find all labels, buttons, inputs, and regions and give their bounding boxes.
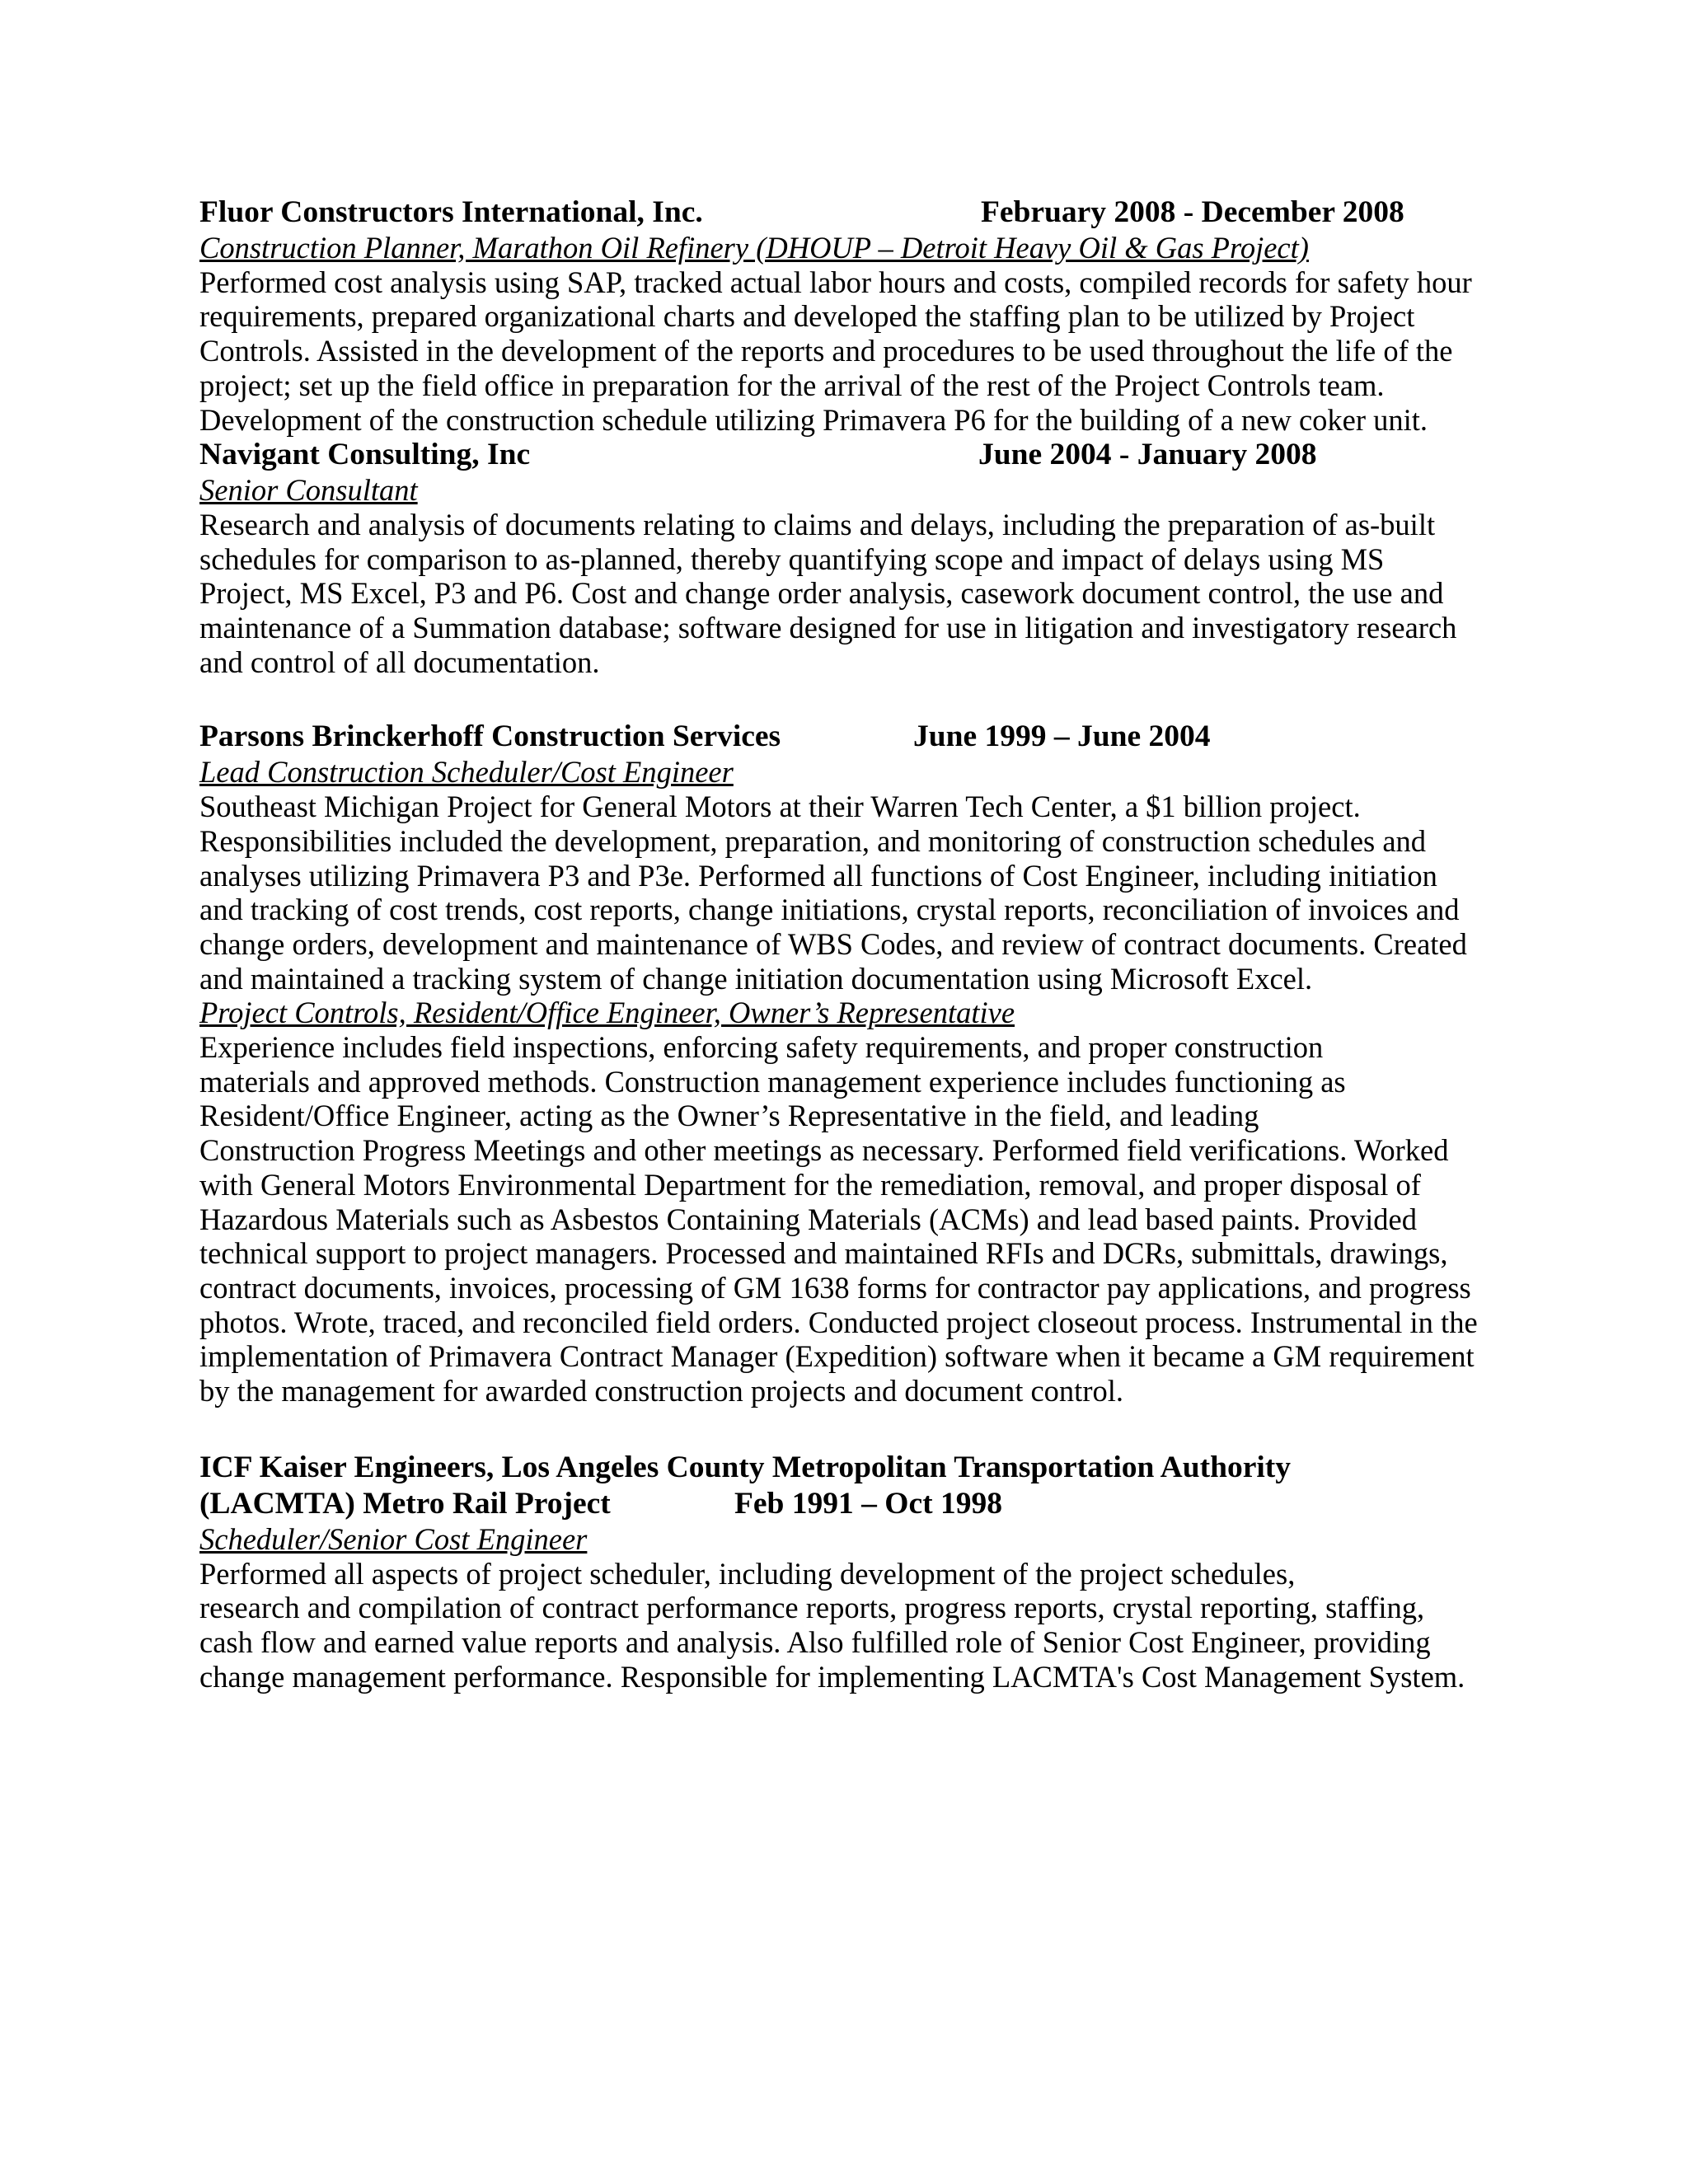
- description-line: Performed all aspects of project scheduler, including development of the project schedules,: [199, 1556, 1296, 1591]
- job-title-secondary: Project Controls, Resident/Office Engineer, Owner’s Representative: [199, 996, 1015, 1030]
- entry-header: [199, 194, 1502, 231]
- description-line: Construction Progress Meetings and other meetings as necessary. Performed field verifications. Worked: [199, 1133, 1449, 1168]
- description-line: Resident/Office Engineer, acting as the Owner’s Representative in the field, and leading: [199, 1099, 1259, 1133]
- description-line: Performed cost analysis using SAP, tracked actual labor hours and costs, compiled records for safety hour: [199, 265, 1472, 299]
- description-line: and control of all documentation.: [199, 644, 600, 679]
- description-line: Development of the construction schedule utilizing Primavera P6 for the building of a new coker unit.: [199, 402, 1428, 437]
- description-line: by the management for awarded construction projects and document control.: [199, 1374, 1123, 1408]
- company-name: Fluor Constructors International, Inc.: [199, 195, 703, 229]
- section-spacer: [199, 679, 1502, 719]
- description-line: with General Motors Environmental Department for the remediation, removal, and proper disposal of: [199, 1167, 1421, 1202]
- entry-navigant: [199, 437, 1502, 679]
- company-name: ICF Kaiser Engineers, Los Angeles County Metropolitan Transportation Authority: [199, 1450, 1292, 1484]
- employment-dates: June 1999 – June 2004: [913, 719, 1211, 754]
- job-title: Lead Construction Scheduler/Cost Engineer: [199, 755, 734, 790]
- description-line: Southeast Michigan Project for General Motors at their Warren Tech Center, a $1 billion project.: [199, 790, 1361, 824]
- entry-header-line2: [199, 1486, 1502, 1522]
- description-line: maintenance of a Summation database; software designed for use in litigation and investigatory research: [199, 611, 1457, 645]
- description-line: cash flow and earned value reports and analysis. Also fulfilled role of Senior Cost Engineer, providing: [199, 1624, 1431, 1659]
- description-line: Research and analysis of documents relating to claims and delays, including the preparation of as-built: [199, 507, 1436, 541]
- description-line: Project, MS Excel, P3 and P6. Cost and change order analysis, casework document control, the use and: [199, 576, 1444, 611]
- employment-dates: February 2008 - December 2008: [981, 195, 1404, 229]
- description-line: materials and approved methods. Construction management experience includes functioning as: [199, 1064, 1346, 1099]
- description-line: Hazardous Materials such as Asbestos Containing Materials (ACMs) and lead based paints. Provided: [199, 1202, 1417, 1236]
- entry-icf-kaiser: [199, 1450, 1502, 1694]
- description-line: photos. Wrote, traced, and reconciled field orders. Conducted project closeout process. Instrumental in the: [199, 1305, 1478, 1339]
- description-line: and maintained a tracking system of change initiation documentation using Microsoft Excel.: [199, 961, 1313, 996]
- entry-parsons: [199, 719, 1502, 1408]
- description-line: schedules for comparison to as-planned, thereby quantifying scope and impact of delays using MS: [199, 541, 1385, 576]
- description-line: change management performance. Responsible for implementing LACMTA's Cost Management System.: [199, 1659, 1465, 1694]
- description-line: contract documents, invoices, processing of GM 1638 forms for contractor pay applications, and progress: [199, 1270, 1471, 1305]
- description-line: and tracking of cost trends, cost reports, change initiations, crystal reports, reconciliation of invoices and: [199, 893, 1460, 927]
- description-line: Experience includes field inspections, enforcing safety requirements, and proper construction: [199, 1030, 1324, 1065]
- entry-header: [199, 719, 1502, 755]
- employment-dates: June 2004 - January 2008: [978, 438, 1317, 472]
- project-name: (LACMTA) Metro Rail Project: [199, 1486, 611, 1521]
- description-line: technical support to project managers. Processed and maintained RFIs and DCRs, submittals, drawings,: [199, 1236, 1448, 1271]
- entry-header: [199, 1450, 1502, 1486]
- description-line: analyses utilizing Primavera P3 and P3e. Performed all functions of Cost Engineer, including initiation: [199, 858, 1437, 893]
- description-line: project; set up the field office in preparation for the arrival of the rest of the Project Controls team.: [199, 368, 1385, 402]
- description-line: Controls. Assisted in the development of the reports and procedures to be used throughout the life of the: [199, 334, 1453, 368]
- job-title: Construction Planner, Marathon Oil Refinery (DHOUP – Detroit Heavy Oil & Gas Project): [199, 231, 1309, 265]
- description-line: requirements, prepared organizational charts and developed the staffing plan to be utilized by Project: [199, 299, 1415, 334]
- description-line: research and compilation of contract performance reports, progress reports, crystal reporting, staffing,: [199, 1591, 1425, 1625]
- job-title: Scheduler/Senior Cost Engineer: [199, 1521, 588, 1556]
- entry-header: [199, 437, 1502, 473]
- job-title: Senior Consultant: [199, 473, 418, 508]
- description-line: Responsibilities included the development, preparation, and monitoring of construction schedules and: [199, 823, 1427, 858]
- section-spacer: [199, 1408, 1502, 1450]
- description-line: change orders, development and maintenance of WBS Codes, and review of contract documents. Created: [199, 926, 1467, 961]
- entry-fluor: [199, 194, 1502, 437]
- employment-dates: Feb 1991 – Oct 1998: [734, 1486, 1002, 1521]
- description-line: implementation of Primavera Contract Manager (Expedition) software when it became a GM requirement: [199, 1339, 1475, 1374]
- company-name: Parsons Brinckerhoff Construction Services: [199, 719, 781, 754]
- work-history: [199, 194, 1502, 1694]
- company-name: Navigant Consulting, Inc: [199, 438, 531, 472]
